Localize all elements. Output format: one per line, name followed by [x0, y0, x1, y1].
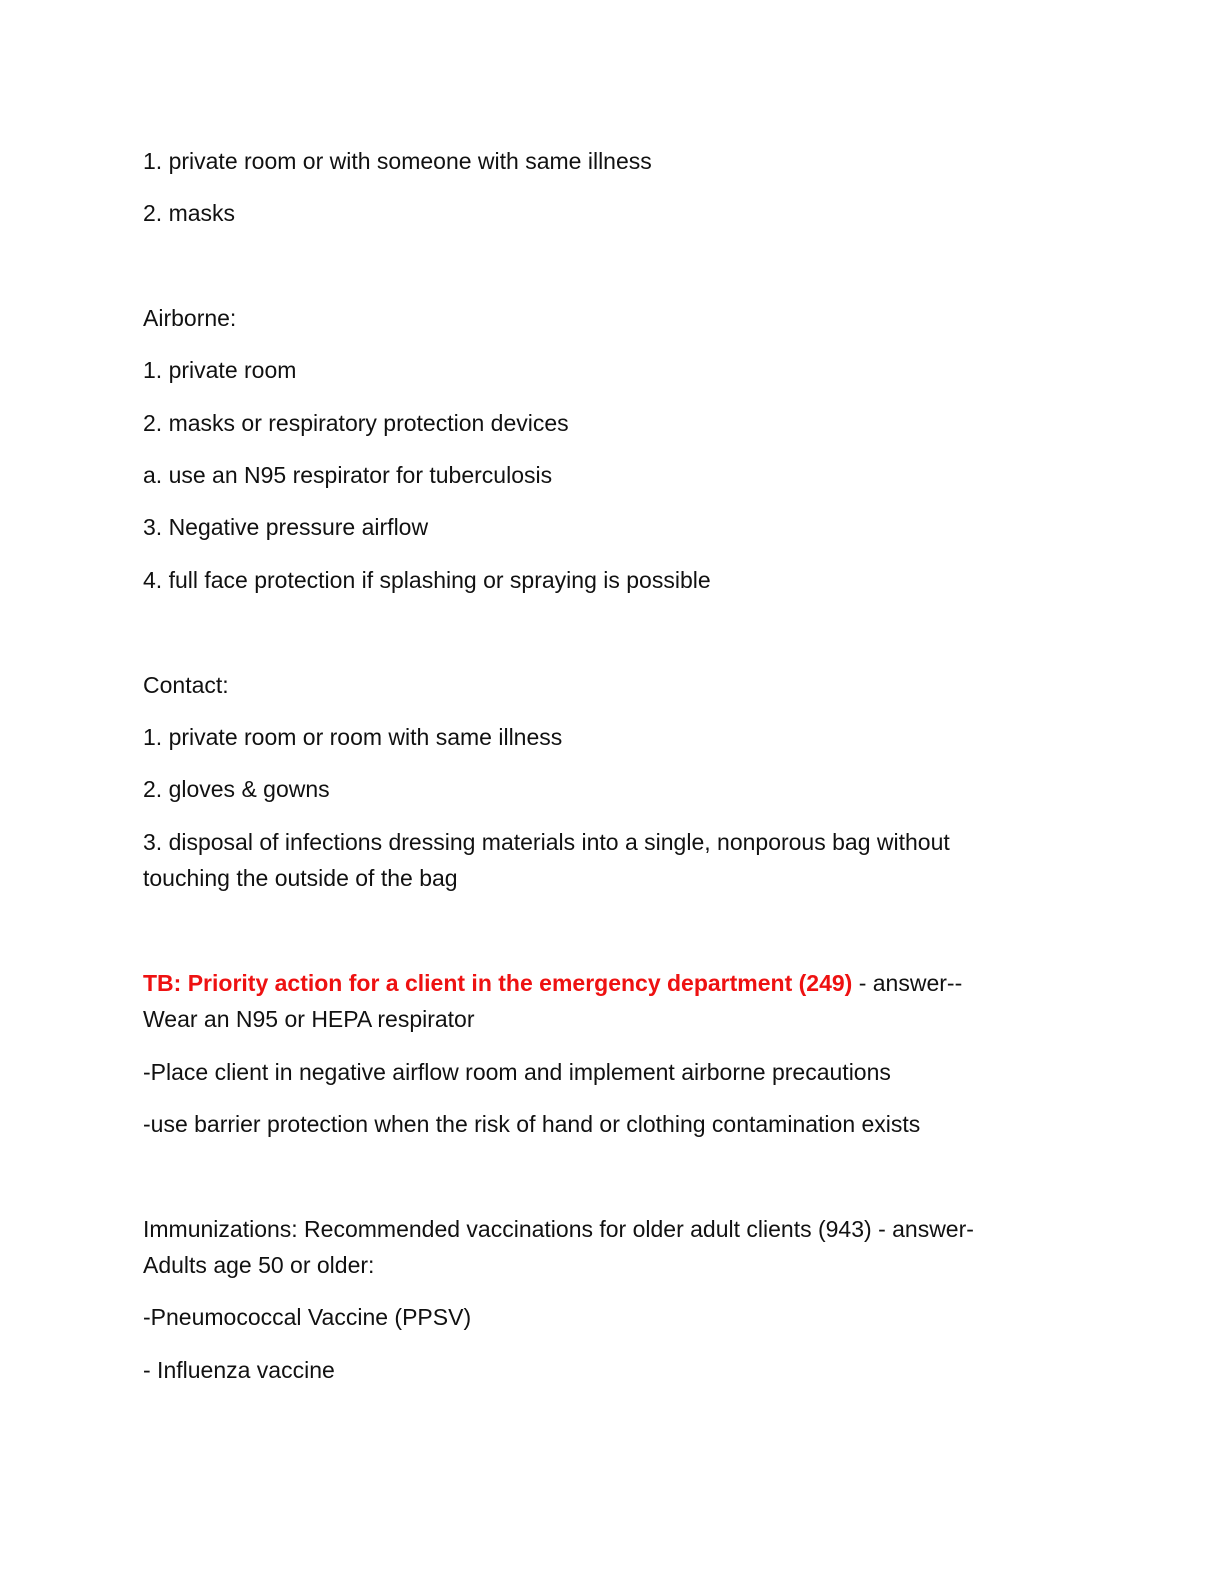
airborne-item-2: 2. masks or respiratory protection devices	[143, 410, 569, 436]
airborne-heading: Airborne:	[143, 305, 237, 331]
tb-question-line	[143, 965, 1083, 1001]
tb-answer-line-3: -use barrier protection when the risk of hand or clothing contamination exists	[143, 1111, 921, 1137]
contact-item-3-line-2: touching the outside of the bag	[143, 865, 458, 891]
immunizations-question-line-1: Immunizations: Recommended vaccinations for older adult clients (943) - answer-	[143, 1216, 974, 1242]
airborne-item-3: 3. Negative pressure airflow	[143, 514, 429, 540]
tb-answer-line-1: Wear an N95 or HEPA respirator	[143, 1006, 475, 1032]
airborne-item-1: 1. private room	[143, 357, 297, 383]
tb-answer-line-2: -Place client in negative airflow room and implement airborne precautions	[143, 1059, 891, 1085]
droplet-item-2: 2. masks	[143, 200, 236, 226]
immunizations-item-1: -Pneumococcal Vaccine (PPSV)	[143, 1304, 472, 1330]
contact-heading: Contact:	[143, 672, 229, 698]
airborne-item-2a: a. use an N95 respirator for tuberculosis	[143, 462, 553, 488]
immunizations-item-2: - Influenza vaccine	[143, 1357, 335, 1383]
tb-question: TB: Priority action for a client in the emergency department (249)	[143, 970, 853, 996]
contact-item-2: 2. gloves & gowns	[143, 776, 330, 802]
airborne-item-4: 4. full face protection if splashing or spraying is possible	[143, 567, 711, 593]
immunizations-question-line-2: Adults age 50 or older:	[143, 1252, 375, 1278]
droplet-item-1: 1. private room or with someone with same illness	[143, 148, 652, 174]
contact-item-1: 1. private room or room with same illness	[143, 724, 563, 750]
contact-item-3-line-1: 3. disposal of infections dressing materials into a single, nonporous bag without	[143, 829, 950, 855]
tb-answer-marker: - answer--	[852, 970, 963, 996]
